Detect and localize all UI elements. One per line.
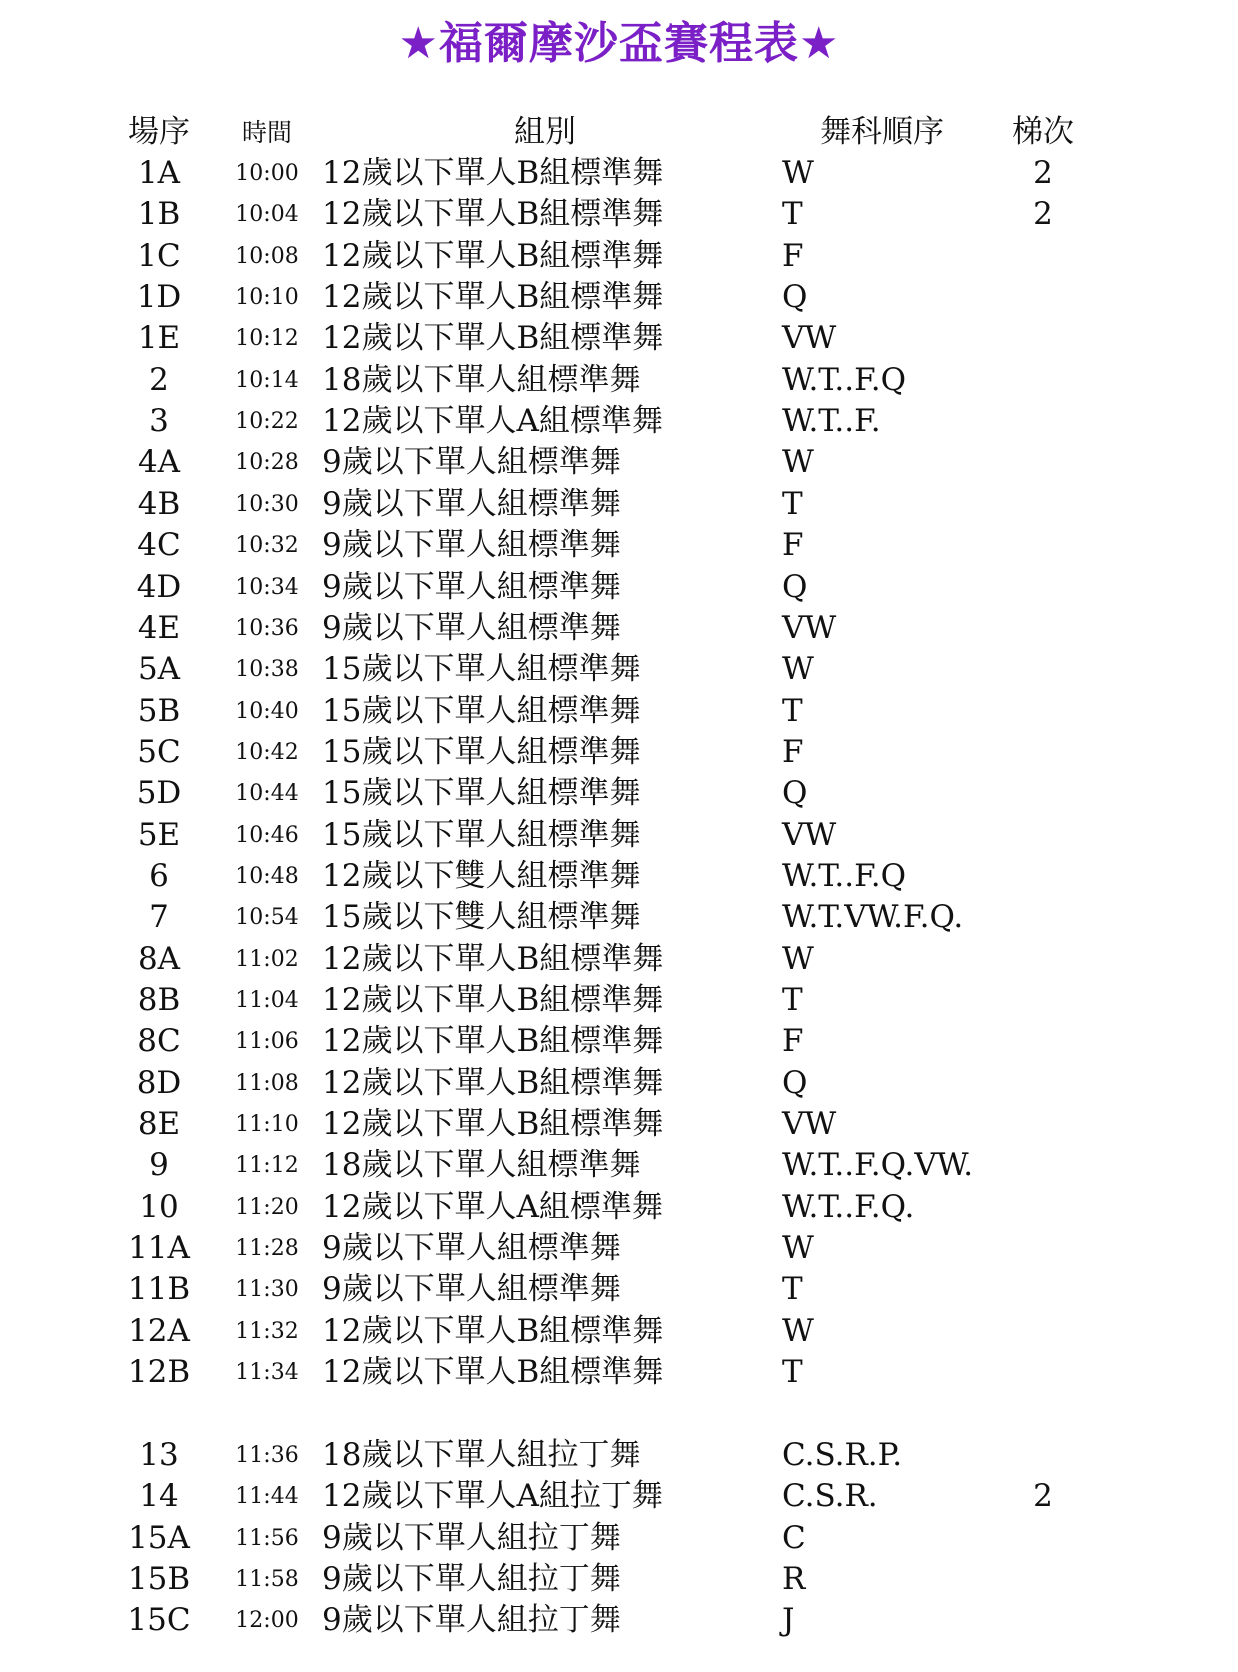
row-no: 5E — [137, 817, 181, 853]
table-row — [0, 732, 1238, 773]
row-dance: Q — [782, 775, 808, 811]
table-row — [0, 608, 1238, 649]
row-dance: F — [782, 238, 804, 274]
table-row — [0, 939, 1238, 980]
row-dance: F — [782, 527, 804, 563]
row-time: 10:40 — [235, 699, 299, 724]
row-dance: T — [782, 982, 803, 1018]
row-dance: Q — [782, 569, 808, 605]
row-group: 12歲以下單人B組標準舞 — [322, 196, 664, 232]
row-dance: W — [782, 1230, 814, 1266]
header-dance: 舞科順序 — [820, 114, 944, 150]
row-group: 15歲以下雙人組標準舞 — [322, 899, 641, 935]
row-no: 7 — [149, 899, 169, 935]
row-group: 12歲以下單人B組標準舞 — [322, 238, 664, 274]
row-time: 10:48 — [235, 864, 299, 889]
row-time: 10:22 — [235, 409, 299, 434]
table-row — [0, 360, 1238, 401]
row-group: 12歲以下單人B組標準舞 — [322, 982, 664, 1018]
row-dance: Q — [782, 279, 808, 315]
row-time: 11:36 — [235, 1443, 299, 1468]
header-group: 組別 — [514, 114, 576, 150]
row-no: 8A — [137, 941, 181, 977]
row-time: 10:42 — [235, 740, 299, 765]
row-group: 9歲以下單人組拉丁舞 — [322, 1520, 621, 1556]
row-time: 11:04 — [235, 988, 299, 1013]
header-time: 時間 — [241, 118, 292, 147]
row-no: 1C — [137, 238, 181, 274]
row-time: 10:08 — [235, 244, 299, 269]
row-no: 8B — [137, 982, 181, 1018]
header-round: 梯次 — [1012, 114, 1074, 150]
row-group: 12歲以下單人B組標準舞 — [322, 1313, 664, 1349]
row-time: 12:00 — [235, 1608, 299, 1633]
table-row — [0, 1559, 1238, 1600]
row-time: 10:28 — [235, 450, 299, 475]
row-dance: W — [782, 941, 814, 977]
header-no: 場序 — [128, 114, 190, 150]
row-dance: C.S.R.P. — [782, 1437, 903, 1473]
row-dance: R — [782, 1561, 806, 1597]
row-no: 14 — [139, 1478, 179, 1514]
row-group: 15歲以下單人組標準舞 — [322, 651, 641, 687]
row-dance: T — [782, 1354, 803, 1390]
table-row — [0, 691, 1238, 732]
table-row — [0, 442, 1238, 483]
row-no: 8C — [137, 1023, 181, 1059]
row-time: 11:12 — [235, 1153, 299, 1178]
row-dance: F — [782, 734, 804, 770]
row-no: 3 — [149, 403, 169, 439]
row-dance: W — [782, 651, 814, 687]
row-dance: W — [782, 1313, 814, 1349]
table-row — [0, 1104, 1238, 1145]
table-row — [0, 1352, 1238, 1393]
table-row — [0, 773, 1238, 814]
table-row — [0, 1187, 1238, 1228]
row-time: 11:58 — [235, 1567, 299, 1592]
row-dance: Q — [782, 1065, 808, 1101]
row-no: 13 — [139, 1437, 179, 1473]
row-dance: T — [782, 486, 803, 522]
row-time: 11:56 — [235, 1526, 299, 1551]
row-time: 10:38 — [235, 657, 299, 682]
row-group: 15歲以下單人組標準舞 — [322, 775, 641, 811]
row-dance: W.T..F.Q — [782, 362, 907, 398]
row-no: 15A — [128, 1520, 190, 1556]
row-group: 15歲以下單人組標準舞 — [322, 693, 641, 729]
row-time: 10:30 — [235, 492, 299, 517]
row-group: 18歲以下單人組拉丁舞 — [322, 1437, 641, 1473]
row-dance: C — [782, 1520, 806, 1556]
row-dance: VW — [782, 1106, 837, 1142]
row-time: 10:36 — [235, 616, 299, 641]
row-group: 9歲以下單人組標準舞 — [322, 444, 621, 480]
row-no: 8E — [137, 1106, 181, 1142]
row-group: 9歲以下單人組拉丁舞 — [322, 1561, 621, 1597]
row-group: 12歲以下單人B組標準舞 — [322, 1023, 664, 1059]
row-no: 12A — [128, 1313, 190, 1349]
table-row — [0, 1063, 1238, 1104]
row-group: 12歲以下單人B組標準舞 — [322, 1106, 664, 1142]
row-no: 1A — [137, 155, 181, 191]
header-row — [0, 112, 1238, 153]
table-row — [0, 897, 1238, 938]
table-row — [0, 856, 1238, 897]
row-group: 12歲以下單人A組標準舞 — [322, 403, 663, 439]
table-row — [0, 1145, 1238, 1186]
row-group: 12歲以下單人B組標準舞 — [322, 155, 664, 191]
row-time: 11:10 — [235, 1112, 299, 1137]
table-row — [0, 649, 1238, 690]
row-dance: VW — [782, 817, 837, 853]
row-no: 15B — [127, 1561, 191, 1597]
row-dance: VW — [782, 610, 837, 646]
row-dance: W.T..F.Q — [782, 858, 907, 894]
row-group: 12歲以下單人B組標準舞 — [322, 941, 664, 977]
table-row — [0, 1021, 1238, 1062]
row-time: 11:34 — [235, 1360, 299, 1385]
row-no: 2 — [149, 362, 169, 398]
table-row — [0, 567, 1238, 608]
table-row — [0, 484, 1238, 525]
row-no: 5A — [137, 651, 181, 687]
row-group: 9歲以下單人組標準舞 — [322, 610, 621, 646]
row-time: 10:14 — [235, 368, 299, 393]
row-group: 15歲以下單人組標準舞 — [322, 817, 641, 853]
row-no: 4D — [136, 569, 182, 605]
table-row — [0, 1600, 1238, 1641]
row-time: 11:44 — [235, 1484, 299, 1509]
table-row — [0, 318, 1238, 359]
row-no: 8D — [136, 1065, 182, 1101]
row-time: 10:44 — [235, 781, 299, 806]
table-row — [0, 1228, 1238, 1269]
table-row — [0, 980, 1238, 1021]
row-group: 12歲以下單人B組標準舞 — [322, 279, 664, 315]
row-group: 9歲以下單人組拉丁舞 — [322, 1602, 621, 1638]
row-no: 5C — [137, 734, 181, 770]
row-group: 12歲以下單人A組拉丁舞 — [322, 1478, 663, 1514]
table-row — [0, 1476, 1238, 1517]
row-group: 18歲以下單人組標準舞 — [322, 1147, 641, 1183]
row-dance: W.T..F.Q. — [782, 1189, 915, 1225]
row-time: 11:28 — [235, 1236, 299, 1261]
row-round: 2 — [1033, 155, 1053, 191]
row-dance: F — [782, 1023, 804, 1059]
row-group: 12歲以下單人B組標準舞 — [322, 1065, 664, 1101]
row-group: 9歲以下單人組標準舞 — [322, 1271, 621, 1307]
row-no: 4A — [137, 444, 181, 480]
row-group: 9歲以下單人組標準舞 — [322, 527, 621, 563]
row-group: 12歲以下單人A組標準舞 — [322, 1189, 663, 1225]
row-dance: W.T.VW.F.Q. — [782, 899, 964, 935]
row-no: 11A — [128, 1230, 190, 1266]
row-time: 10:00 — [235, 161, 299, 186]
row-time: 11:32 — [235, 1319, 299, 1344]
row-time: 11:20 — [235, 1195, 299, 1220]
row-time: 10:10 — [235, 285, 299, 310]
row-group: 12歲以下雙人組標準舞 — [322, 858, 641, 894]
row-dance: C.S.R. — [782, 1478, 878, 1514]
row-no: 15C — [127, 1602, 191, 1638]
row-time: 11:02 — [235, 947, 299, 972]
row-round: 2 — [1033, 1478, 1053, 1514]
row-time: 10:12 — [235, 326, 299, 351]
row-no: 1D — [136, 279, 182, 315]
row-group: 15歲以下單人組標準舞 — [322, 734, 641, 770]
table-row — [0, 153, 1238, 194]
row-time: 11:06 — [235, 1029, 299, 1054]
table-row — [0, 401, 1238, 442]
table-row — [0, 236, 1238, 277]
row-no: 4B — [137, 486, 181, 522]
row-no: 9 — [149, 1147, 169, 1183]
row-dance: T — [782, 196, 803, 232]
row-group: 9歲以下單人組標準舞 — [322, 486, 621, 522]
table-row — [0, 1435, 1238, 1476]
row-dance: T — [782, 1271, 803, 1307]
table-row — [0, 525, 1238, 566]
row-no: 5B — [137, 693, 181, 729]
row-group: 18歲以下單人組標準舞 — [322, 362, 641, 398]
row-group: 9歲以下單人組標準舞 — [322, 569, 621, 605]
row-no: 10 — [139, 1189, 179, 1225]
row-no: 1E — [137, 320, 181, 356]
row-dance: W.T..F. — [782, 403, 881, 439]
row-dance: VW — [782, 320, 837, 356]
row-no: 12B — [127, 1354, 191, 1390]
row-dance: J — [782, 1602, 795, 1638]
row-dance: T — [782, 693, 803, 729]
row-time: 10:34 — [235, 575, 299, 600]
table-row — [0, 1311, 1238, 1352]
row-no: 5D — [136, 775, 182, 811]
table-row — [0, 815, 1238, 856]
row-no: 4E — [137, 610, 181, 646]
row-dance: W — [782, 155, 814, 191]
row-no: 11B — [127, 1271, 191, 1307]
row-no: 1B — [137, 196, 181, 232]
row-no: 4C — [137, 527, 181, 563]
row-round: 2 — [1033, 196, 1053, 232]
row-time: 10:04 — [235, 202, 299, 227]
table-row — [0, 1269, 1238, 1310]
row-no: 6 — [149, 858, 169, 894]
table-row — [0, 194, 1238, 235]
row-group: 9歲以下單人組標準舞 — [322, 1230, 621, 1266]
row-dance: W — [782, 444, 814, 480]
row-group: 12歲以下單人B組標準舞 — [322, 1354, 664, 1390]
page-title: ★福爾摩沙盃賽程表★ — [398, 18, 840, 69]
row-time: 11:30 — [235, 1277, 299, 1302]
row-time: 10:32 — [235, 533, 299, 558]
table-row — [0, 1518, 1238, 1559]
table-row — [0, 277, 1238, 318]
row-time: 11:08 — [235, 1071, 299, 1096]
row-time: 10:54 — [235, 905, 299, 930]
row-dance: W.T..F.Q.VW. — [782, 1147, 974, 1183]
row-time: 10:46 — [235, 823, 299, 848]
row-group: 12歲以下單人B組標準舞 — [322, 320, 664, 356]
